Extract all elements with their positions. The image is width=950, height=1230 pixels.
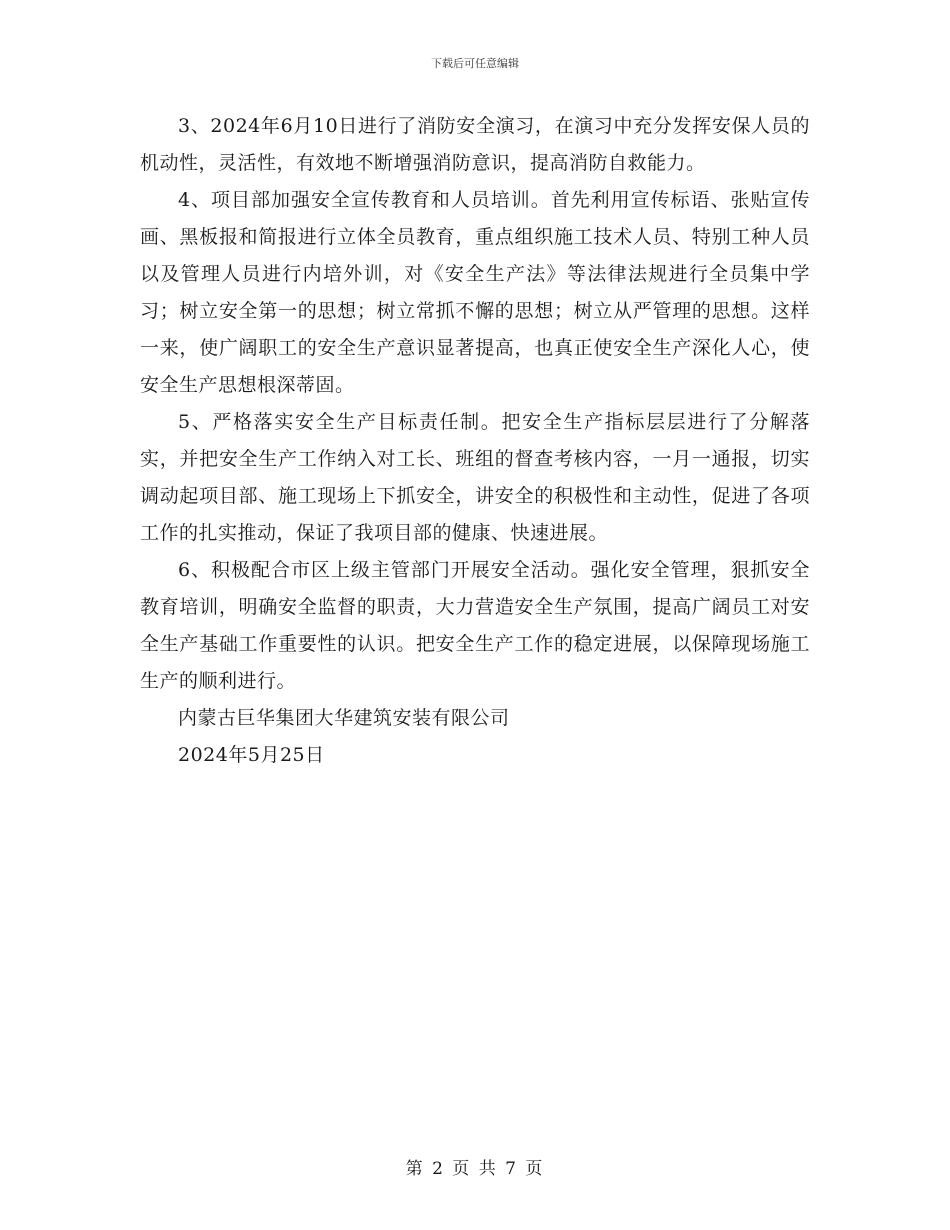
page-header-note: 下载后可任意编辑 (431, 57, 519, 70)
paragraph-5: 5、严格落实安全生产目标责任制。把安全生产指标层层进行了分解落实，并把安全生产工作纳入对工长、班组的督查考核内容，一月一通报，切实调动起项目部、施工现场上下抓安全，讲安全的积极性和主动性，促进了各项工作的扎实推动，保证了我项目部的健康、快速进展。 (140, 411, 810, 544)
signature-company: 内蒙古巨华集团大华建筑安装有限公司 (178, 707, 510, 729)
paragraph-3: 3、2024年6月10日进行了消防安全演习，在演习中充分发挥安保人员的机动性，灵活性，有效地不断增强消防意识，提高消防自救能力。 (140, 115, 810, 174)
signature-date: 2024年5月25日 (178, 744, 325, 766)
page-number-footer: 第 2 页 共 7 页 (405, 1159, 545, 1179)
paragraph-6: 6、积极配合市区上级主管部门开展安全活动。强化安全管理，狠抓安全教育培训，明确安全监督的职责，大力营造安全生产氛围，提高广阔员工对安全生产基础工作重要性的认识。把安全生产工作的稳定进展，以保障现场施工生产的顺利进行。 (140, 559, 810, 692)
document-body (140, 108, 810, 774)
paragraph-4: 4、项目部加强安全宣传教育和人员培训。首先利用宣传标语、张贴宣传画、黑板报和简报进行立体全员教育，重点组织施工技术人员、特别工种人员以及管理人员进行内培外训，对《安全生产法》等法律法规进行全员集中学习；树立安全第一的思想；树立常抓不懈的思想；树立从严管理的思想。这样一来，使广阔职工的安全生产意识显著提高，也真正使安全生产深化人心，使安全生产思想根深蒂固。 (140, 189, 810, 396)
